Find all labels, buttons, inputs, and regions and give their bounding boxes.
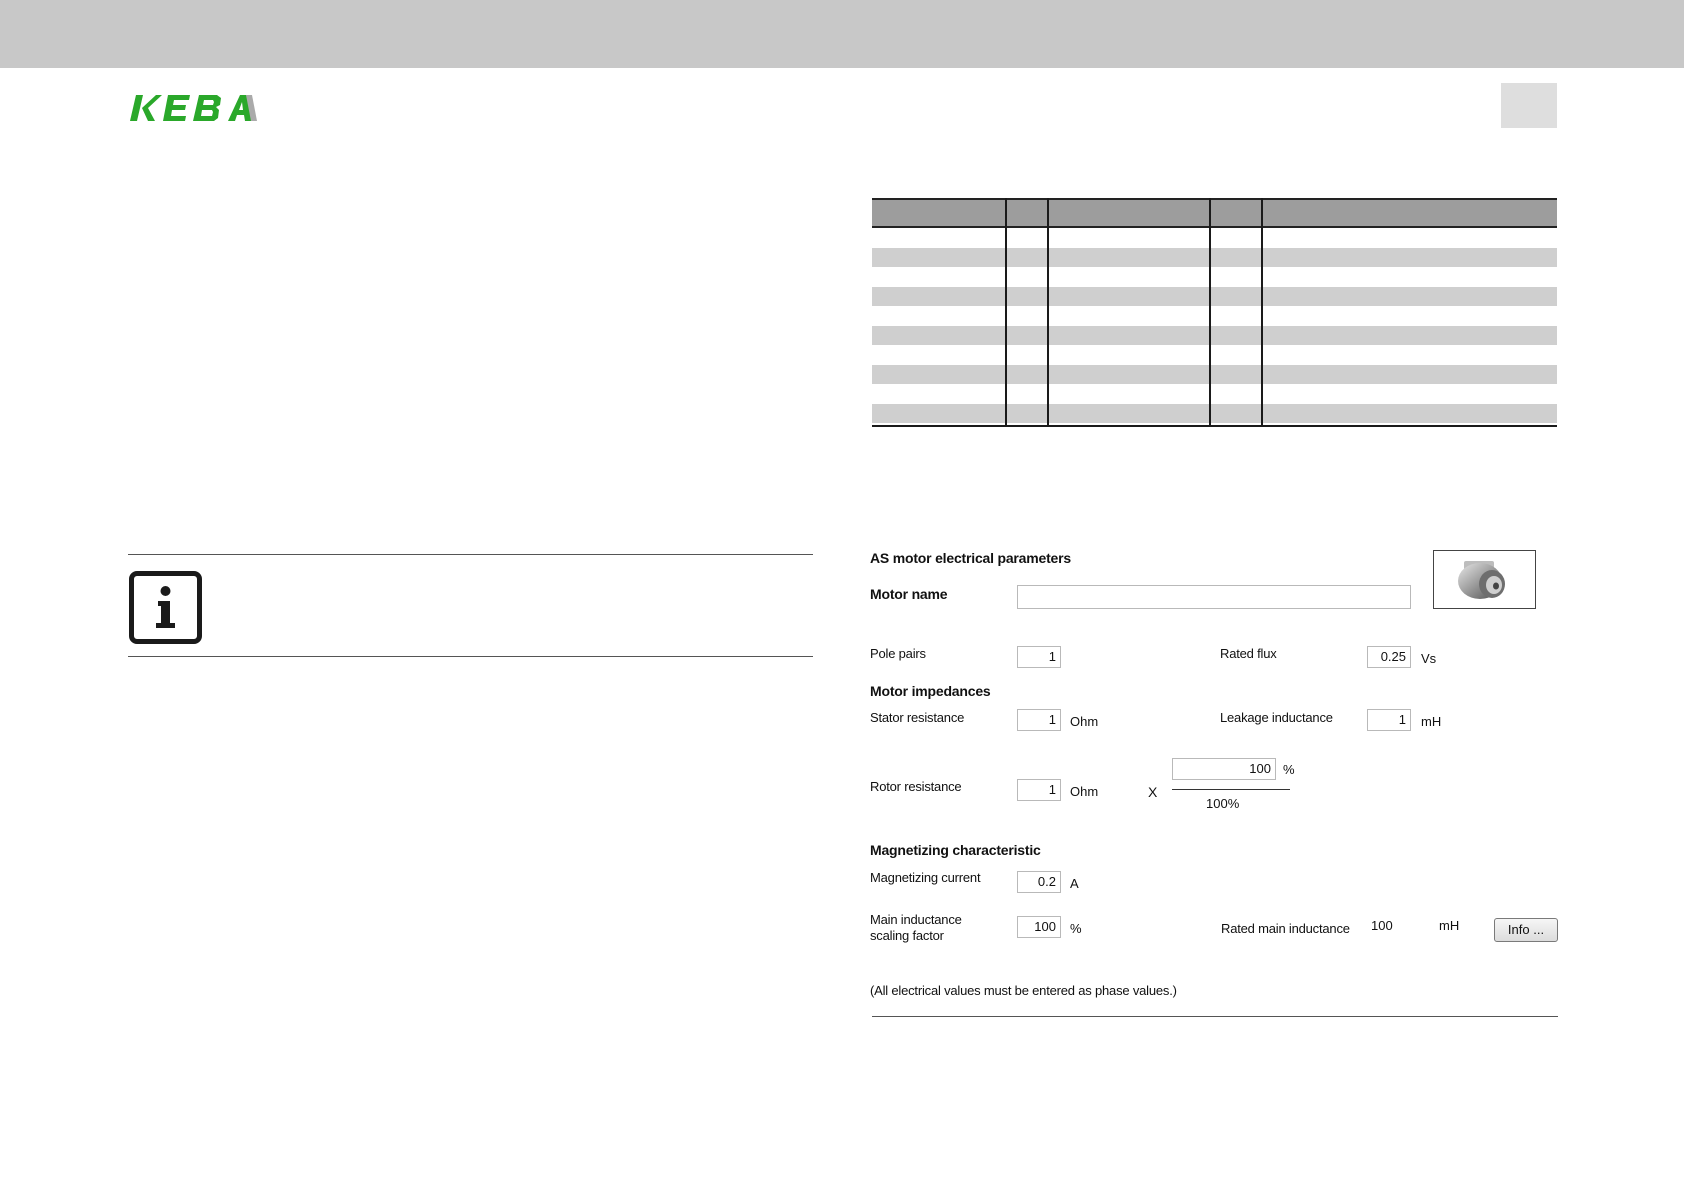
info-glyph	[134, 576, 197, 639]
rotor-resistance-unit: Ohm	[1070, 784, 1099, 799]
parameter-table	[872, 198, 1557, 427]
as-motor-parameters-dialog	[870, 548, 1560, 1018]
magnetizing-current-label: Magnetizing current	[870, 870, 981, 885]
leakage-inductance-label: Leakage inductance	[1220, 710, 1333, 725]
rotor-resistance-input[interactable]: 1	[1017, 779, 1061, 801]
leakage-inductance-unit: mH	[1421, 714, 1442, 729]
stator-resistance-input[interactable]: 1	[1017, 709, 1061, 731]
dialog-title: AS motor electrical parameters	[870, 550, 1071, 566]
table-row	[872, 404, 1557, 423]
table-column-divider	[1047, 198, 1049, 427]
phase-values-footnote: (All electrical values must be entered as phase values.)	[870, 983, 1177, 998]
motor-name-input[interactable]	[1017, 585, 1411, 609]
table-column-divider	[1209, 198, 1211, 427]
stator-resistance-unit: Ohm	[1070, 714, 1099, 729]
notice-top-rule	[128, 554, 813, 555]
magnetizing-current-unit: A	[1070, 876, 1079, 891]
rated-flux-unit: Vs	[1421, 651, 1437, 666]
info-icon	[129, 571, 202, 644]
main-inductance-label: Main inductance	[870, 912, 962, 927]
leakage-inductance-input[interactable]: 1	[1367, 709, 1411, 731]
magnetizing-current-input[interactable]: 0.2	[1017, 871, 1061, 893]
multiply-symbol: X	[1148, 784, 1158, 800]
pole-pairs-input[interactable]: 1	[1017, 646, 1061, 668]
motor-impedances-heading: Motor impedances	[870, 683, 991, 699]
magnetizing-characteristic-heading: Magnetizing characteristic	[870, 842, 1041, 858]
rated-flux-label: Rated flux	[1220, 646, 1277, 661]
pole-pairs-label: Pole pairs	[870, 646, 926, 661]
table-bottom-rule	[872, 425, 1557, 427]
main-inductance-label-line2: scaling factor	[870, 928, 944, 943]
page-corner-marker	[1501, 83, 1557, 128]
dialog-bottom-rule	[872, 1016, 1558, 1017]
motor-image	[1433, 550, 1536, 609]
rated-main-inductance-label: Rated main inductance	[1221, 921, 1350, 936]
info-button[interactable]: Info ...	[1494, 918, 1558, 942]
table-header	[872, 198, 1557, 228]
stator-resistance-label: Stator resistance	[870, 710, 965, 725]
notice-bottom-rule	[128, 656, 813, 657]
table-column-divider	[1261, 198, 1263, 427]
fraction-line	[1172, 789, 1290, 790]
rotor-factor-unit: %	[1283, 762, 1295, 777]
table-row	[872, 365, 1557, 384]
main-inductance-scaling-input[interactable]: 100	[1017, 916, 1061, 938]
keba-logo	[128, 92, 266, 124]
table-row	[872, 248, 1557, 267]
table-row	[872, 326, 1557, 345]
rotor-factor-denominator: 100%	[1206, 796, 1240, 811]
rated-main-inductance-value: 100	[1371, 918, 1393, 933]
page-header-bar	[0, 0, 1684, 68]
table-column-divider	[1005, 198, 1007, 427]
rated-flux-input[interactable]: 0.25	[1367, 646, 1411, 668]
table-row	[872, 287, 1557, 306]
rotor-resistance-label: Rotor resistance	[870, 779, 962, 794]
main-inductance-scaling-unit: %	[1070, 921, 1082, 936]
rated-main-inductance-unit: mH	[1439, 918, 1460, 933]
rotor-factor-input[interactable]: 100	[1172, 758, 1276, 780]
motor-icon	[1434, 551, 1535, 608]
motor-name-label: Motor name	[870, 586, 948, 602]
